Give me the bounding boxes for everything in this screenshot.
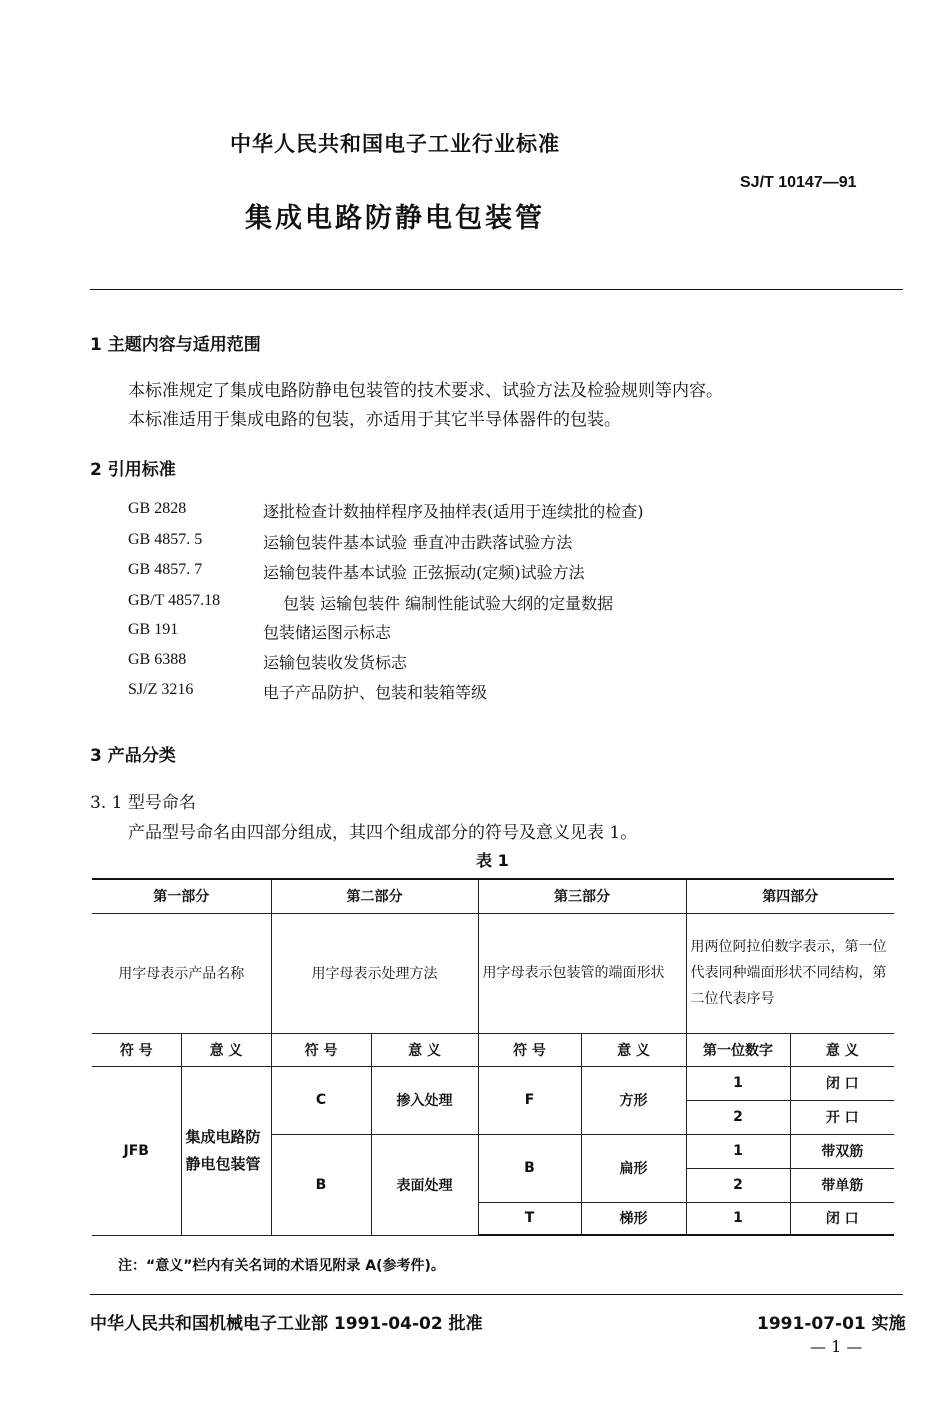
section-1-heading: 1 主题内容与适用范围 [90,335,261,355]
part-1-header: 第一部分 [92,879,271,913]
section-1-para-2: 本标准适用于集成电路的包装，亦适用于其它半导体器件的包装。 [128,410,621,430]
p4-digit-cell: 1 [686,1066,790,1100]
section-3-1-heading: 3. 1 型号命名 [90,793,196,813]
ref-title: 包装储运图示标志 [263,623,392,642]
p3-symbol-cell: F [478,1066,581,1134]
p4-meaning-cell: 带双筋 [790,1134,894,1168]
p2-symbol-cell: B [271,1134,371,1235]
ref-title: 运输包装收发货标志 [263,653,408,672]
p1-symbol-cell: JFB [92,1066,181,1235]
approval-line: 中华人民共和国机械电子工业部 1991-04-02 批准 [90,1314,483,1334]
col-header-meaning: 意 义 [790,1033,894,1066]
col-header-meaning: 意 义 [581,1033,686,1066]
p4-digit-cell: 1 [686,1202,790,1235]
ref-title: 运输包装件基本试验 垂直冲击跌落试验方法 [263,533,573,552]
part-3-description: 用字母表示包装管的端面形状 [478,913,686,1033]
standard-code: SJ/T 10147—91 [740,174,857,191]
ref-code: GB/T 4857.18 [128,592,221,609]
section-3-heading: 3 产品分类 [90,746,176,766]
ref-title: 电子产品防护、包装和装箱等级 [263,683,488,702]
p4-meaning-cell: 闭 口 [790,1202,894,1235]
page-number: — 1 — [810,1337,863,1356]
col-header-first-digit: 第一位数字 [686,1033,790,1066]
part-2-header: 第二部分 [271,879,478,913]
ref-code: GB 6388 [128,651,187,668]
part-4-header: 第四部分 [686,879,894,913]
col-header-symbol: 符 号 [478,1033,581,1066]
section-3-1-para: 产品型号命名由四部分组成，其四个组成部分的符号及意义见表 1。 [128,823,638,843]
p3-meaning-cell: 扁形 [581,1134,686,1202]
part-2-description: 用字母表示处理方法 [271,913,478,1033]
p3-meaning-cell: 梯形 [581,1202,686,1235]
ref-code: SJ/Z 3216 [128,681,194,698]
p4-meaning-cell: 带单筋 [790,1168,894,1202]
ref-code: GB 191 [128,621,179,638]
effective-date: 1991-07-01 实施 [757,1314,906,1334]
part-1-description: 用字母表示产品名称 [92,913,271,1033]
table-caption: 表 1 [476,851,509,870]
p3-symbol-cell: B [478,1134,581,1202]
ref-code: GB 2828 [128,500,187,517]
part-4-description: 用两位阿拉伯数字表示，第一位代表同种端面形状不同结构，第二位代表序号 [686,913,894,1033]
p3-meaning-cell: 方形 [581,1066,686,1134]
col-header-meaning: 意 义 [371,1033,478,1066]
header-rule [90,289,903,290]
p2-symbol-cell: C [271,1066,371,1134]
section-2-heading: 2 引用标准 [90,460,176,480]
p2-meaning-cell: 表面处理 [371,1134,478,1235]
ref-title: 运输包装件基本试验 正弦振动(定频)试验方法 [263,563,585,582]
footer-rule [90,1294,903,1295]
model-naming-table [92,878,894,1236]
p4-digit-cell: 1 [686,1134,790,1168]
col-header-symbol: 符 号 [271,1033,371,1066]
col-header-meaning: 意 义 [181,1033,271,1066]
part-3-header: 第三部分 [478,879,686,913]
ref-title: 逐批检查计数抽样程序及抽样表(适用于连续批的检查) [263,502,644,521]
p1-meaning-cell: 集成电路防静电包装管 [181,1066,271,1235]
p4-meaning-cell: 闭 口 [790,1066,894,1100]
section-1-para-1: 本标准规定了集成电路防静电包装管的技术要求、试验方法及检验规则等内容。 [128,381,723,401]
p2-meaning-cell: 掺入处理 [371,1066,478,1134]
p4-digit-cell: 2 [686,1100,790,1134]
table-note: 注：“意义”栏内有关名词的术语见附录 A(参考件)。 [118,1258,445,1274]
ref-title: 包装 运输包装件 编制性能试验大纲的定量数据 [283,594,614,613]
ref-code: GB 4857. 7 [128,561,203,578]
issuing-body: 中华人民共和国电子工业行业标准 [230,132,560,156]
ref-code: GB 4857. 5 [128,531,203,548]
col-header-symbol: 符 号 [92,1033,181,1066]
document-title: 集成电路防静电包装管 [245,203,545,234]
p4-meaning-cell: 开 口 [790,1100,894,1134]
p4-digit-cell: 2 [686,1168,790,1202]
p3-symbol-cell: T [478,1202,581,1235]
